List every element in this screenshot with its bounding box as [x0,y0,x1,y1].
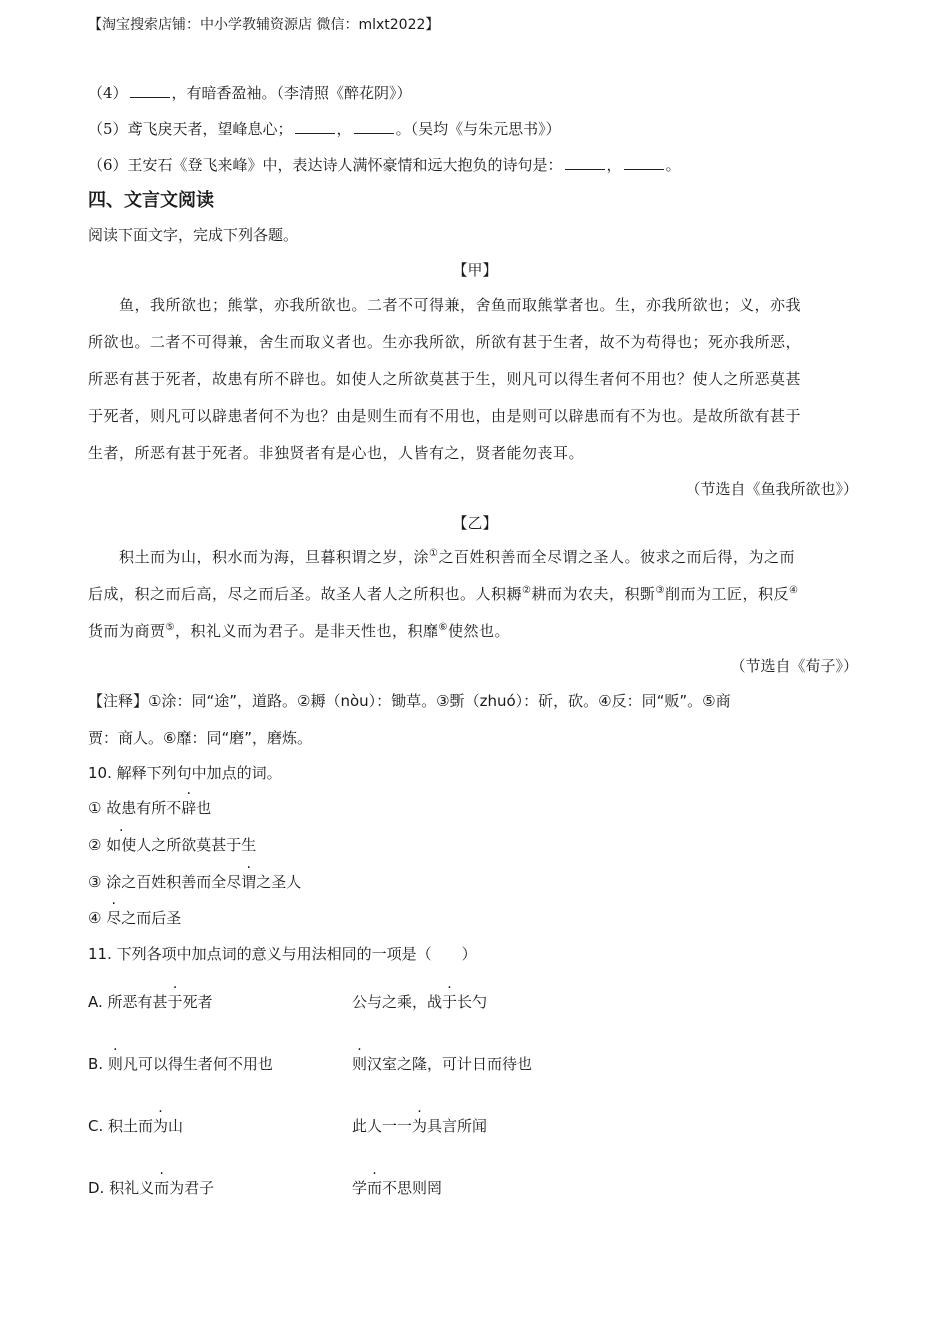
q6-prefix: （6）王安石《登飞来峰》中，表达诗人满怀豪情和远大抱负的诗句是： [88,156,563,174]
page-header: 【淘宝搜索店铺：中小学教辅资源店 微信：mlxt2022】 [88,17,440,33]
note-marker: ④ [788,585,799,596]
text-span: 具言所闻 [427,1117,488,1135]
text-span: 不思则罔 [382,1179,443,1197]
text-span: 公与之乘，战 [352,993,443,1011]
passage-jia-line: 于死者，则凡可以辟患者何不为也？由是则生而有不用也，由是则可以辟患而有不为也。是故所欲有甚于 [88,407,802,425]
passage-yi-line [88,546,858,567]
text-span: 之圣人 [256,873,302,891]
text-span: 凡可以得生者何不用也 [122,1055,273,1073]
answer-blank[interactable] [565,155,605,170]
fill-q6 [88,154,681,175]
text-span: 使然也。 [447,622,510,640]
note-marker: ③ [655,585,665,596]
text-span: 积土而 [103,1117,154,1135]
text-span: 之百姓积善而全尽谓之圣人。彼求之而后得，为之而 [438,548,795,566]
passage-jia-label: 【甲】 [452,261,498,279]
dotted-word: 则 [107,1055,123,1073]
passage-jia-line: 所欲也。二者不可得兼，舍生而取义者也。生亦我所欲，所欲有甚于生者，故不为苟得也；死亦我所恶， [88,333,802,351]
option-b-left[interactable] [88,1053,273,1074]
option-letter: A. [88,993,103,1011]
dotted-word: 于 [167,993,183,1011]
text-span: 此人一一 [352,1117,413,1135]
fill-q4 [88,82,412,103]
answer-blank[interactable] [354,119,394,134]
text-span: 耕而为农夫，积斲 [531,585,656,603]
fill-q5 [88,118,561,139]
section-title: 四、文言文阅读 [88,190,214,211]
q6-mid: ， [606,156,622,174]
text-span: 所恶有甚 [102,993,168,1011]
text-span: 长勺 [457,993,488,1011]
q10-item [88,871,301,892]
option-a-right [352,991,487,1012]
dotted-word: 为 [412,1117,428,1135]
option-b-right [352,1053,532,1074]
text-span: 之而后圣 [121,909,182,927]
dotted-word: 于 [442,993,458,1011]
dotted-word: 则 [352,1055,368,1073]
passage-yi-line [88,620,858,641]
dotted-word: 如使 [106,836,137,854]
q10-item [88,797,211,818]
passage-yi-source: （节选自《荀子》） [730,657,858,675]
dotted-word: 而 [367,1179,383,1197]
option-d-left[interactable] [88,1177,214,1198]
passage-jia-line: 所恶有甚于死者，故患有所不辟也。如使人之所欲莫甚于生，则凡可以得生者何不用也？使人之所恶莫甚 [88,370,802,388]
q10-item [88,834,256,855]
notes-line: 贾：商人。⑥靡：同“磨”，磨炼。 [88,729,312,747]
note-marker: ① [429,548,439,559]
item-number: ④ [88,909,102,927]
text-span: 积土而为山，积水而为海，旦暮积谓之岁，涂 [88,548,430,566]
option-letter: D. [88,1179,105,1197]
text-span: 汉室之隆，可计日而待也 [367,1055,533,1073]
q5-prefix: （5）鸢飞戾天者，望峰息心； [88,120,293,138]
text-span: 涂之百姓积善而全尽 [101,873,242,891]
text-span: 后成，积之而后高，尽之而后圣。故圣人者人之所积也。人积耨 [88,585,523,603]
text-span: 也 [196,799,212,817]
text-span: 死者 [182,993,213,1011]
text-span: 人之所欲莫甚于生 [136,836,257,854]
option-letter: C. [88,1117,104,1135]
q4-suffix: ，有暗香盈袖。（李清照《醉花阴》） [171,84,412,102]
note-marker: ⑤ [165,622,175,633]
text-span: 削而为工匠，积反 [664,585,789,603]
passage-jia-line: 鱼，我所欲也；熊掌，亦我所欲也。二者不可得兼，舍鱼而取熊掌者也。生，亦我所欲也；义，亦我 [88,296,802,314]
dotted-word: 尽 [106,909,122,927]
text-span: 为君子 [169,1179,215,1197]
q6-suffix: 。 [665,156,681,174]
passage-yi-line [88,583,858,604]
q5-suffix: 。（吴均《与朱元思书》） [395,120,561,138]
note-marker: ② [522,585,532,596]
text-span: 货而为商贾 [88,622,166,640]
q11-stem: 11. 下列各项中加点词的意义与用法相同的一项是（ ） [88,945,477,963]
item-number: ① [88,799,102,817]
q10-item [88,907,181,928]
option-a-left[interactable] [88,991,213,1012]
dotted-word: 谓 [241,873,257,891]
notes-line: 【注释】①涂：同“途”，道路。②耨（nòu）：锄草。③斲（zhuó）：斫，砍。④反：同“贩”。⑤商 [88,692,731,710]
q4-prefix: （4） [88,84,128,102]
passage-jia-source: （节选自《鱼我所欲也》） [685,480,858,498]
option-c-left[interactable] [88,1115,183,1136]
text-span: ，积礼义而为君子。是非天性也，积靡 [174,622,439,640]
option-c-right [352,1115,487,1136]
text-span: 山 [168,1117,184,1135]
dotted-word: 辟 [181,799,197,817]
dotted-word: 为 [153,1117,169,1135]
item-number: ③ [88,873,102,891]
passage-yi-label: 【乙】 [452,514,498,532]
answer-blank[interactable] [624,155,664,170]
text-span: 故患有所不 [101,799,182,817]
text-span: 学 [352,1179,368,1197]
passage-jia-line: 生者，所恶有甚于死者。非独贤者有是心也，人皆有之，贤者能勿丧耳。 [88,444,585,462]
option-d-right [352,1177,442,1198]
dotted-word: 而 [154,1179,170,1197]
option-letter: B. [88,1055,104,1073]
item-number: ② [88,836,102,854]
text-span: 积礼义 [104,1179,155,1197]
q10-stem: 10. 解释下列句中加点的词。 [88,764,282,782]
answer-blank[interactable] [130,83,170,98]
answer-blank[interactable] [295,119,335,134]
q5-mid: ， [336,120,352,138]
section-instruction: 阅读下面文字，完成下列各题。 [88,226,299,244]
note-marker: ⑥ [438,622,448,633]
